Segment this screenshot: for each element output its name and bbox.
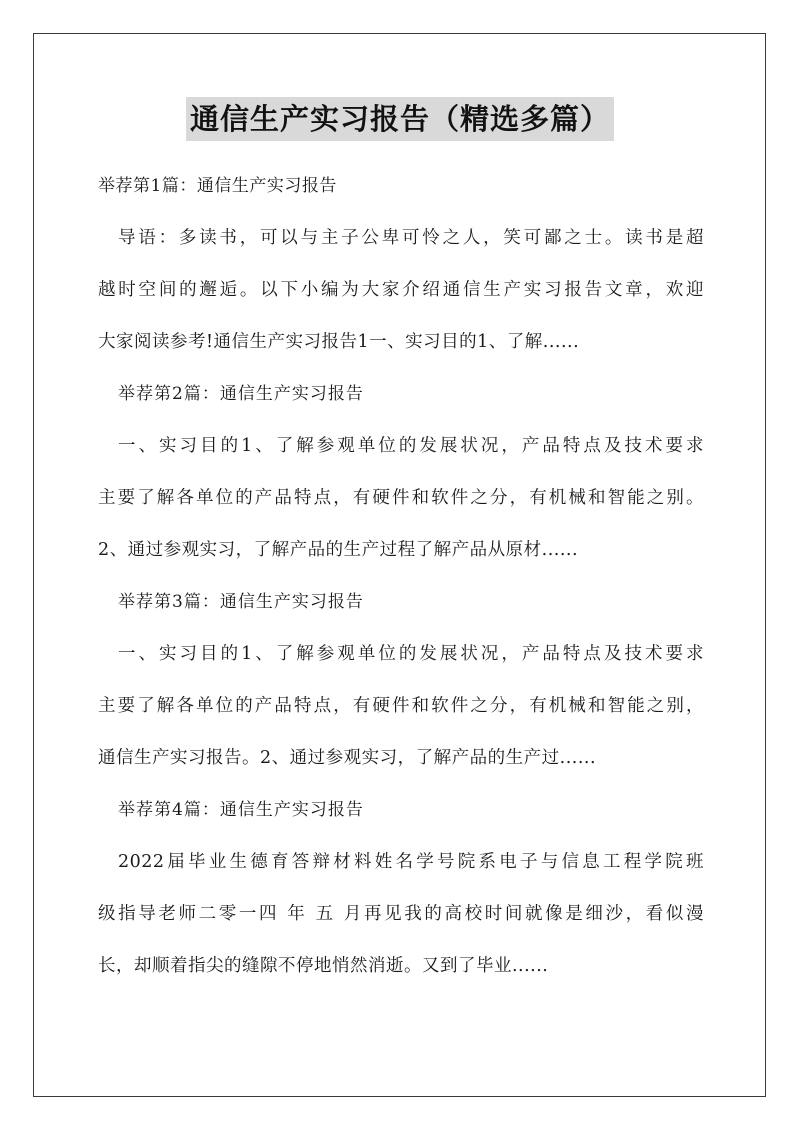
document-title: 通信生产实习报告（精选多篇） <box>186 97 614 141</box>
section-1-line-3: 大家阅读参考!通信生产实习报告1一、实习目的1、了解...... <box>98 332 580 352</box>
section-2-line-3: 2、通过参观实习，了解产品的生产过程了解产品从原材...... <box>98 540 579 560</box>
section-1-line-1: 导语：多读书，可以与主子公卑可怜之人，笑可鄙之士。读书是超 <box>118 228 704 248</box>
section-2-line-1: 一、实习目的1、了解参观单位的发展状况，产品特点及技术要求 <box>118 436 704 456</box>
section-2-line-2: 主要了解各单位的产品特点，有硬件和软件之分，有机械和智能之别。 <box>98 488 704 508</box>
section-heading-3: 举荐第3篇：通信生产实习报告 <box>118 592 364 612</box>
section-1-line-2: 越时空间的邂逅。以下小编为大家介绍通信生产实习报告文章，欢迎 <box>98 280 704 300</box>
title-container <box>0 97 800 141</box>
section-3-line-1: 一、实习目的1、了解参观单位的发展状况，产品特点及技术要求 <box>118 644 704 664</box>
section-heading-1: 举荐第1篇：通信生产实习报告 <box>98 176 337 196</box>
section-heading-2: 举荐第2篇：通信生产实习报告 <box>118 384 364 404</box>
section-3-line-2: 主要了解各单位的产品特点，有硬件和软件之分，有机械和智能之别， <box>98 696 704 716</box>
document-body <box>98 168 704 992</box>
section-4-line-2: 级指导老师二零一四 年 五 月再见我的高校时间就像是细沙，看似漫 <box>98 904 704 924</box>
section-4-line-3: 长，却顺着指尖的缝隙不停地悄然消逝。又到了毕业...... <box>98 956 549 976</box>
section-heading-4: 举荐第4篇：通信生产实习报告 <box>118 800 364 820</box>
section-4-line-1: 2022届毕业生德育答辩材料姓名学号院系电子与信息工程学院班 <box>118 852 704 872</box>
section-3-line-3: 通信生产实习报告。2、通过参观实习，了解产品的生产过...... <box>98 748 597 768</box>
